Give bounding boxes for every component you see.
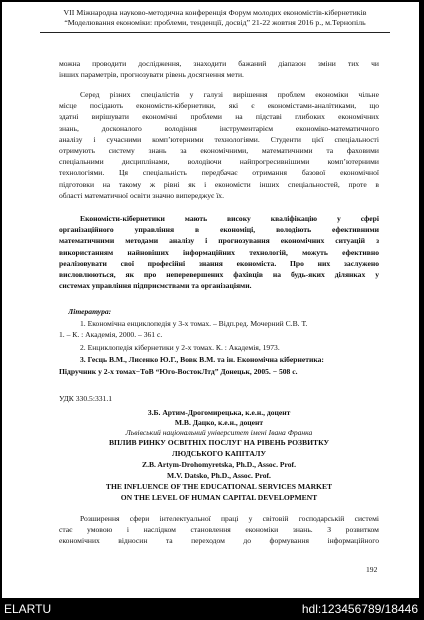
title-en: THE INFLUENCE OF THE EDUCATIONAL SERVICES MARKET	[105, 482, 333, 491]
body-line: стає умовою і наслідком становлення економіки знань. З розвитком	[59, 525, 379, 535]
body-line: аналізу і сучасними комп’ютерними технологіями. Студенти цієї спеціальності	[59, 134, 379, 144]
body-line: області математичної освіти значно випереджує їх.	[59, 190, 225, 200]
authors-ua: З.Б. Артим-Дрогомирецька, к.е.н., доцент	[147, 408, 291, 417]
body-line: здатні вирішувати економічні проблеми на підставі глибоких економічних	[59, 112, 379, 122]
body-line: спеціальними дисциплінами, володіючи найпрогресивнішими комп’ютерними	[59, 157, 379, 167]
reference-item: 1. – К. : Академія, 2000. – 361 с.	[59, 330, 163, 339]
reference-item: 2. Енциклопедія кібернетики у 2-х томах. К. : Академія, 1973.	[80, 343, 280, 352]
page-number: 192	[366, 565, 378, 574]
authors-ua: М.В. Дацко, к.е.н., доцент	[174, 418, 264, 427]
document-page	[2, 2, 419, 598]
footer-handle-link[interactable]: hdl:123456789/18446	[301, 602, 418, 616]
body-line: Розширення сфери інтелектуальної праці у світовій господарській системі	[80, 514, 379, 523]
title-ua: ЛЮДСЬКОГО КАПІТАЛУ	[171, 449, 267, 458]
reference-item: Підручник у 2-х томах−ТоВ “Юго-ВостокЛтд” Донецьк, 2005. − 508 с.	[59, 367, 298, 376]
body-line: математичними методами аналізу і прогнозування економічних ситуацій з	[59, 236, 379, 246]
body-line: Серед різних спеціалістів у галузі вирішення проблем економіки чільне	[80, 90, 379, 99]
body-line: технологіями. Ця спеціальність передбачає отримання базової економічної	[59, 168, 379, 178]
body-line: знань, досконалого володіння інструментарієм економіко-математичного	[59, 123, 379, 133]
title-ua: ВПЛИВ РИНКУ ОСВІТНІХ ПОСЛУГ НА РІВЕНЬ РОЗВИТКУ	[108, 438, 330, 447]
affiliation: Львівський національний університет імені Івана Франка	[125, 428, 313, 437]
udc-code: УДК 330.5:331.1	[59, 394, 113, 403]
reference-item: 1. Економічна енциклопедія у 3-х томах. – Відп.ред. Мочерний С.В. Т.	[80, 319, 308, 328]
body-line: можна проводити дослідження, знаходити бажаний діапазон зміни тих чи	[59, 59, 379, 68]
body-line: системах управління підприємствами та організаціями.	[59, 281, 252, 291]
body-line: інших параметрів, прогнозувати рівень досягнення мети.	[59, 70, 244, 79]
footer-repository-name: ELARTU	[4, 602, 52, 616]
body-line: Економісти-кібернетики мають високу кваліфікацію у сфері	[80, 214, 379, 223]
body-line: економічних відносин та переходом до формування інформаційного	[59, 536, 379, 546]
body-line: висловлюються, як про неперевершених фахівців на будь-яких ділянках у	[59, 270, 379, 279]
authors-en: Z.B. Artym-Drohomyretska, Ph.D., Assoc. Prof.	[142, 460, 296, 469]
authors-en: M.V. Datsko, Ph.D., Assoc. Prof.	[167, 471, 271, 480]
body-line: отримують систему знань за економічними, математичними та фаховими	[59, 146, 379, 155]
body-line: використанням найновіших інформаційних технологій, можуть ефективно	[59, 247, 379, 257]
repository-footer	[0, 598, 424, 620]
body-line: організаційного управління в економіці, володіють ефективними	[59, 225, 379, 235]
header-rule	[40, 32, 390, 33]
references-heading: Література:	[68, 307, 112, 316]
reference-item: 3. Гесць В.М., Лисенко Ю.Г., Вовк В.М. та ін. Економічна кібернетика:	[80, 355, 324, 364]
body-line: місце посідають економісти-кібернетики, які є економістами-аналітиками, що	[59, 101, 379, 111]
title-en: ON THE LEVEL OF HUMAN CAPITAL DEVELOPMENT	[120, 493, 318, 502]
body-line: реалізовувати свої професійні знання економіста. Про них заслужено	[59, 258, 379, 268]
body-line: підготовки на такому ж рівні як і економісти інших спеціальностей, проте в	[59, 179, 379, 189]
conference-header-line-1: VII Міжнародна науково-методична конференція Форум молодих економістів-кібернетиків	[63, 8, 367, 17]
conference-header-line-2: “Моделювання економіки: проблеми, тенденції, досвід” 21-22 жовтня 2016 р., м.Тернопіль	[64, 18, 366, 27]
